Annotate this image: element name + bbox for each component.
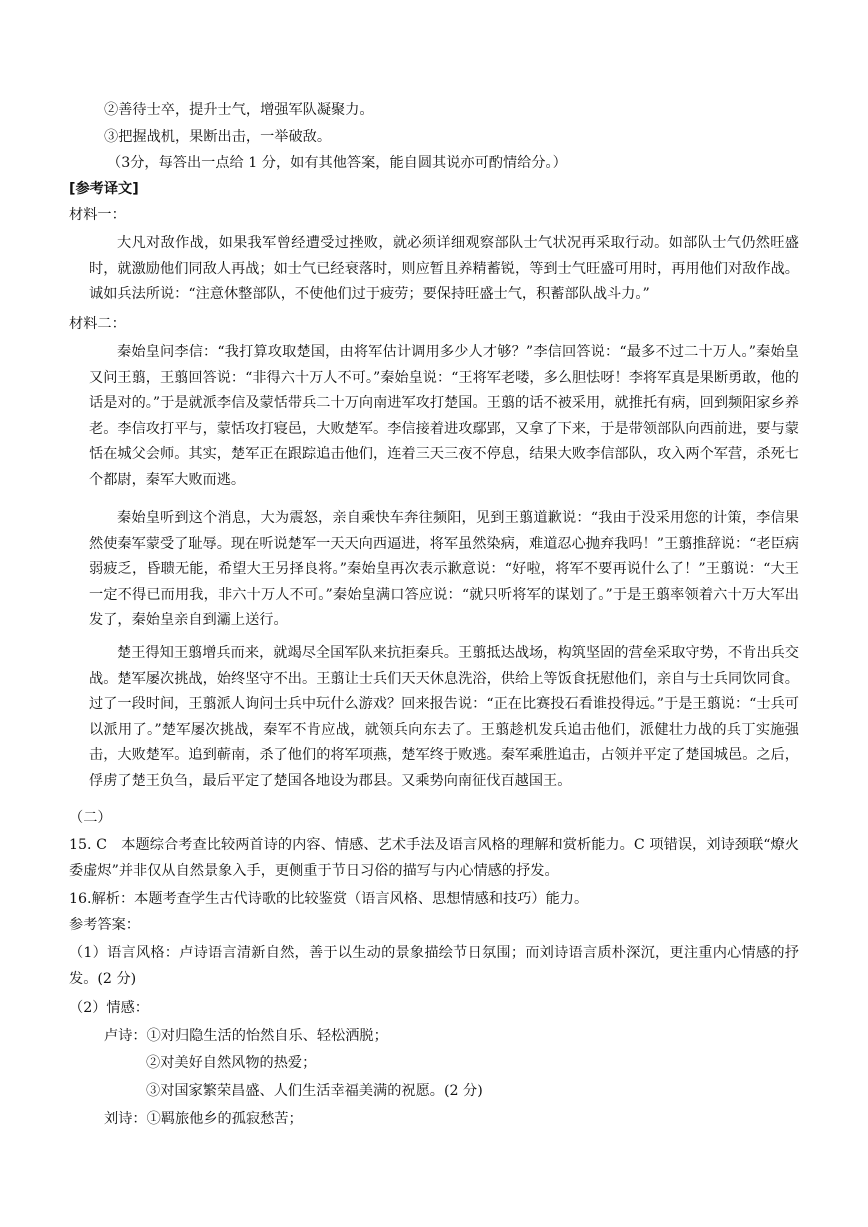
material2-paragraph-2: [89, 506, 799, 636]
material1-text: 大凡对敌作战，如果我军曾经遭受过挫败，就必须详细观察部队士气状况再采取行动。如部队士气仍然旺盛时，就激励他们同敌人再战；如士气已经衰落时，则应暂且养精蓄锐，等到士气旺盛可用时，再用他们对敌作战。诚如兵法所说：“注意休整部队，不使他们过于疲劳；要保持旺盛士气，积蓄部队战斗力。”: [89, 235, 799, 303]
reference-answer-label: 参考答案：: [69, 917, 140, 933]
answer-item-3: ③把握战机，果断出击，一举破敌。: [104, 129, 332, 145]
material2-paragraph-3: [89, 641, 799, 797]
material1-label: 材料一：: [69, 207, 126, 223]
lu-emotion-2: ②对美好自然风物的热爱；: [146, 1055, 317, 1071]
translation-heading: [参考译文]: [69, 181, 139, 197]
lu-emotion-3: ③对国家繁荣昌盛、人们生活幸福美满的祝愿。(2 分): [146, 1083, 483, 1099]
liu-emotion-1: 刘诗：①羁旅他乡的孤寂愁苦；: [104, 1111, 303, 1127]
question-15-text: 15. C 本题综合考查比较两首诗的内容、情感、艺术手法及语言风格的理解和赏析能力。C 项错误，刘诗颈联“燎火委虚烬”并非仅从自然景象入手，更侧重于节日习俗的描写与内心情感的抒发。: [69, 837, 799, 879]
section-2-label: （二）: [69, 810, 112, 826]
answer-item-2: ②善待士卒，提升士气，增强军队凝聚力。: [104, 102, 374, 118]
question-15: [69, 833, 799, 885]
material2-text-3: 楚王得知王翦增兵而来，就竭尽全国军队来抗拒秦兵。王翦抵达战场，构筑坚固的营垒采取守势，不肯出兵交战。楚军屡次挑战，始终坚守不出。王翦让士兵们天天休息洗浴，供给上等饭食抚慰他们，亲自与士兵同饮同食。过了一段时间，王翦派人询问士兵中玩什么游戏？回来报告说：“正在比赛投石看谁投得远。”于是王翦说：“士兵可以派用了。”楚军屡次挑战，秦军不肯应战，就领兵向东去了。王翦趁机发兵追击他们，派健壮力战的兵丁实施强击，大败楚军。追到蕲南，杀了他们的将军项燕，楚军终于败逃。秦军乘胜追击，占领并平定了楚国城邑。之后，俘虏了楚王负刍，最后平定了楚国各地设为郡县。又乘势向南征伐百越国王。: [89, 645, 799, 789]
answer-1-text: （1）语言风格：卢诗语言清新自然，善于以生动的景象描绘节日氛围；而刘诗语言质朴深沉，更注重内心情感的抒发。(2 分): [69, 945, 799, 987]
question-16-title: 16.解析：本题考查学生古代诗歌的比较鉴赏（语言风格、思想情感和技巧）能力。: [69, 891, 589, 907]
material1-paragraph: [89, 231, 799, 309]
material2-text-2: 秦始皇听到这个消息，大为震怒，亲自乘快车奔往频阳，见到王翦道歉说：“我由于没采用您的计策，李信果然使秦军蒙受了耻辱。现在听说楚军一天天向西逼进，将军虽然染病，难道忍心抛弃我吗！”王翦推辞说：“老臣病弱疲乏，昏聩无能，希望大王另择良将。”秦始皇再次表示歉意说：“好啦，将军不要再说什么了！”王翦说：“大王一定不得已而用我，非六十万人不可。”秦始皇满口答应说：“就只听将军的谋划了。”于是王翦率领着六十万大军出发了，秦始皇亲自到灞上送行。: [89, 510, 799, 629]
answer-2-label: （2）情感：: [69, 1000, 149, 1016]
material2-paragraph-1: [89, 340, 799, 496]
material2-label: 材料二：: [69, 316, 126, 332]
material2-text-1: 秦始皇问李信：“我打算攻取楚国，由将军估计调用多少人才够？”李信回答说：“最多不过二十万人。”秦始皇又问王翦，王翦回答说：“非得六十万人不可。”秦始皇说：“王将军老喽，多么胆怯呀！李将军真是果断勇敢，他的话是对的。”于是就派李信及蒙恬带兵二十万向南进军攻打楚国。王翦的话不被采用，就推托有病，回到频阳家乡养老。李信攻打平与，蒙恬攻打寝邑，大败楚军。李信接着进攻鄢郢，又拿了下来，于是带领部队向西前进，要与蒙恬在城父会师。其实，楚军正在跟踪追击他们，连着三天三夜不停息，结果大败李信部队，攻入两个军营，杀死七个都尉，秦军大败而逃。: [89, 344, 799, 488]
score-note: （3分，每答出一点给 1 分，如有其他答案，能自圆其说亦可酌情给分。）: [107, 155, 567, 171]
answer-1: [69, 941, 799, 993]
lu-emotion-1: 卢诗：①对归隐生活的怡然自乐、轻松洒脱；: [104, 1028, 388, 1044]
